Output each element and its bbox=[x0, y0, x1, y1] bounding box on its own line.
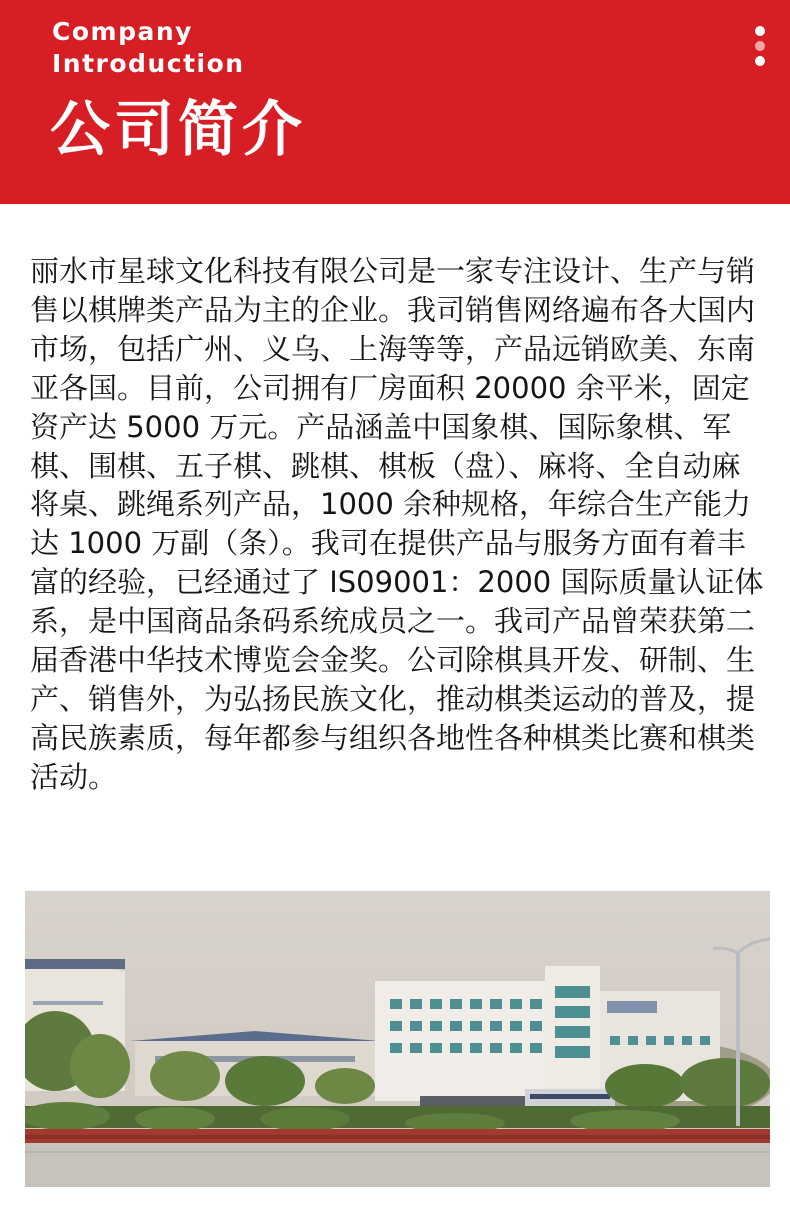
dot-icon bbox=[755, 41, 765, 51]
header-title-en bbox=[52, 16, 245, 80]
header-banner bbox=[0, 0, 790, 204]
more-dots-icon[interactable] bbox=[748, 22, 772, 70]
company-description: 丽水市星球文化科技有限公司是一家专注设计、生产与销售以棋牌类产品为主的企业。我司销售网络遍布各大国内市场，包括广州、义乌、上海等等，产品远销欧美、东南亚各国。目前，公司拥有厂房面积 20000 余平米，固定资产达 5000 万元。产品涵盖中国象棋、国际象棋、军棋、围棋、五子棋、跳棋、棋板（盘）、麻将、全自动麻将桌、跳绳系列产品，1000 余种规格，年综合生产能力达 1000 万副（条）。我司在提供产品与服务方面有着丰富的经验，已经通过了 IS09001：2000 国际质量认证体系，是中国商品条码系统成员之一。我司产品曾荣获第二届香港中华技术博览会金奖。公司除棋具开发、研制、生产、销售外，为弘扬民族文化，推动棋类运动的普及，提高民族素质，每年都参与组织各地性各种棋类比赛和棋类活动。 bbox=[30, 254, 764, 794]
header-title-en-line2: Introduction bbox=[52, 49, 245, 78]
header-title-en-line1: Company bbox=[52, 17, 193, 46]
dot-icon bbox=[755, 26, 765, 36]
page-title: 公司简介 bbox=[50, 95, 306, 165]
dot-icon bbox=[755, 56, 765, 66]
factory-photo bbox=[25, 891, 770, 1187]
